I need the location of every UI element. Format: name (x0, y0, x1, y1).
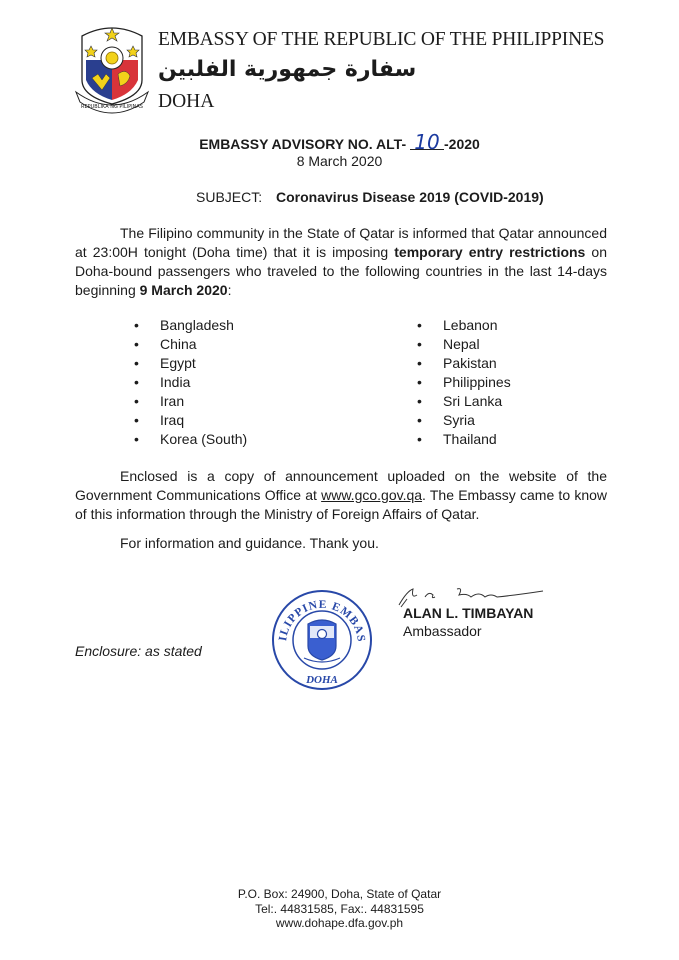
country-item: • Korea (South) (134, 430, 247, 449)
country-item: • India (134, 373, 247, 392)
country-item: • Sri Lanka (417, 392, 511, 411)
closing-line: For information and guidance. Thank you. (120, 535, 379, 551)
intro-bold-date: 9 March 2020 (139, 282, 228, 298)
subject-label: SUBJECT: (196, 189, 263, 205)
advisory-prefix: EMBASSY ADVISORY NO. ALT- (199, 136, 407, 152)
footer-phone-fax: Tel:. 44831585, Fax:. 44831595 (255, 901, 424, 916)
philippine-coat-of-arms-seal (72, 22, 152, 114)
footer-website[interactable]: www.dohape.dfa.gov.ph (275, 916, 404, 930)
country-item: • Egypt (134, 354, 247, 373)
country-item: • Lebanon (417, 316, 511, 335)
subject-line (196, 189, 544, 205)
country-item: • Thailand (417, 430, 511, 449)
country-item: • Iran (134, 392, 247, 411)
advisory-date: 8 March 2020 (296, 153, 383, 169)
intro-text-1: The Filipino community in the State of Qatar is informed that Qatar announced at 23:00H tonight (Doha time) that it is imposing (75, 225, 607, 260)
advisory-number-heading (0, 130, 679, 154)
gco-website-link[interactable]: www.gco.gov.qa (321, 487, 423, 503)
enclosure-note: Enclosure: as stated (75, 643, 202, 659)
svg-text:DOHA: DOHA (306, 674, 338, 686)
country-item: • Nepal (417, 335, 511, 354)
footer-address: P.O. Box: 24900, Doha, State of Qatar (237, 887, 442, 901)
intro-paragraph (75, 224, 607, 300)
country-item: • Iraq (134, 411, 247, 430)
country-item: • China (134, 335, 247, 354)
subject-value: Coronavirus Disease 2019 (COVID-2019) (276, 189, 544, 205)
intro-bold-restrictions: temporary entry restrictions (394, 244, 586, 260)
country-item: • Bangladesh (134, 316, 247, 335)
ambassador-name: ALAN L. TIMBAYAN (403, 605, 534, 621)
advisory-suffix: -2020 (444, 136, 480, 152)
enclosed-text-2: . The Embassy came to know of this information through the Ministry of Foreign Affairs of Qatar. (75, 487, 608, 522)
footer-contact (0, 887, 679, 931)
enclosed-text-1: Enclosed is a copy of announcement uploaded on the website of the Government Communications Office at (75, 468, 607, 503)
enclosed-paragraph (75, 467, 607, 524)
embassy-name-arabic: سفارة جمهورية الفلبين (158, 57, 417, 82)
country-item: • Pakistan (417, 354, 511, 373)
country-item: • Philippines (417, 373, 511, 392)
advisory-handwritten-number: 10 (410, 135, 444, 150)
country-item: • Syria (417, 411, 511, 430)
ambassador-title: Ambassador (403, 623, 482, 639)
countries-list-left (134, 316, 247, 449)
countries-list-right (417, 316, 511, 449)
embassy-stamp (270, 588, 374, 692)
intro-text-2: on Doha-bound passengers who traveled to the following countries in the last 14-days beginning (75, 244, 608, 298)
embassy-name: EMBASSY OF THE REPUBLIC OF THE PHILIPPINES (158, 29, 605, 50)
svg-text:REPUBLIKA NG PILIPINAS: REPUBLIKA NG PILIPINAS (81, 104, 143, 110)
svg-text:PHILIPPINE EMBASSY: ILIPPINE EMBAS (277, 598, 368, 644)
intro-text-end: : (227, 282, 232, 298)
embassy-city: DOHA (158, 91, 215, 112)
